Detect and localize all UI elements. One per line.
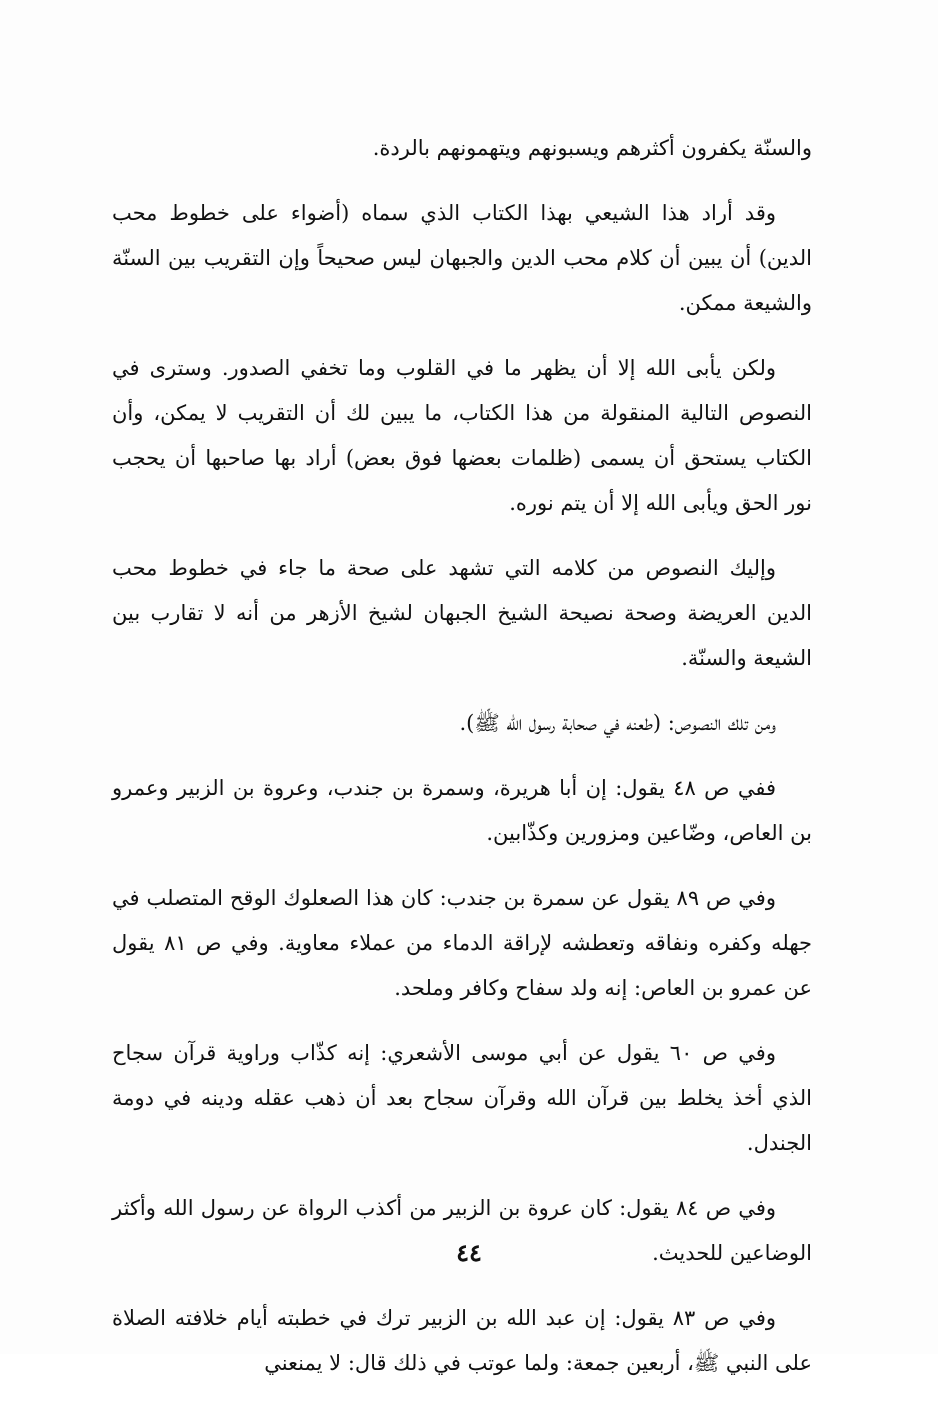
paragraph: وفي ص ٨٣ يقول: إن عبد الله بن الزبير ترك في خطبته أيام خلافته الصلاة على النبي ﷺ، أربعين جمعة: ولما عوتب في ذلك قال: لا يمنعني (112, 1306, 812, 1375)
paragraph: وفي ص ٨٩ يقول عن سمرة بن جندب: كان هذا الصعلوك الوقح المتصلب في جهله وكفره ونفاقه وتعطشه لإراقة الدماء من عملاء معاوية. وفي ص ٨١ يقول عن عمرو بن العاص: إنه ولد سفاح وكافر وملحد. (112, 886, 813, 1000)
body-text (112, 126, 812, 1406)
page-number: ٤٤ (456, 1238, 482, 1267)
paragraph: وفي ص ٦٠ يقول عن أبي موسى الأشعري: إنه كذّاب وراوية قرآن سجاح الذي أخذ يخلط بين قرآن الله وقرآن سجاح بعد أن ذهب عقله ودينه في دومة الجندل. (112, 1041, 812, 1155)
paragraph: ولكن يأبى الله إلا أن يظهر ما في القلوب وما تخفي الصدور. وسترى في النصوص التالية المنقولة من هذا الكتاب، ما يبين لك أن التقريب لا يمكن، وأن الكتاب يستحق أن يسمى (ظلمات بعضها فوق بعض) أراد بها صاحبها أن يحجب نور الحق ويأبى الله إلا أن يتم نوره. (112, 356, 812, 515)
paragraph: وإليك النصوص من كلامه التي تشهد على صحة ما جاء في خطوط محب الدين العريضة وصحة نصيحة الشيخ الجبهان لشيخ الأزهر من أنه لا تقارب بين الشيعة والسنّة. (112, 556, 812, 670)
paragraph: والسنّة يكفرون أكثرهم ويسبونهم ويتهمونهم بالردة. (372, 136, 812, 160)
paragraph: ومن تلك النصوص: (طعنه في صحابة رسول الله ﷺ). (459, 711, 776, 735)
paragraph: ففي ص ٤٨ يقول: إن أبا هريرة، وسمرة بن جندب، وعروة بن الزبير وعمرو بن العاص، وضّاعين ومزورين وكذّابين. (112, 776, 812, 845)
paragraph: وفي ص ٨٤ يقول: كان عروة بن الزبير من أكذب الرواة عن رسول الله وأكثر الوضاعين للحديث. (112, 1196, 812, 1265)
paragraph: وقد أراد هذا الشيعي بهذا الكتاب الذي سماه (أضواء على خطوط محب الدين) أن يبين أن كلام محب الدين والجبهان ليس صحيحاً وإن التقريب بين السنّة والشيعة ممكن. (112, 201, 812, 315)
